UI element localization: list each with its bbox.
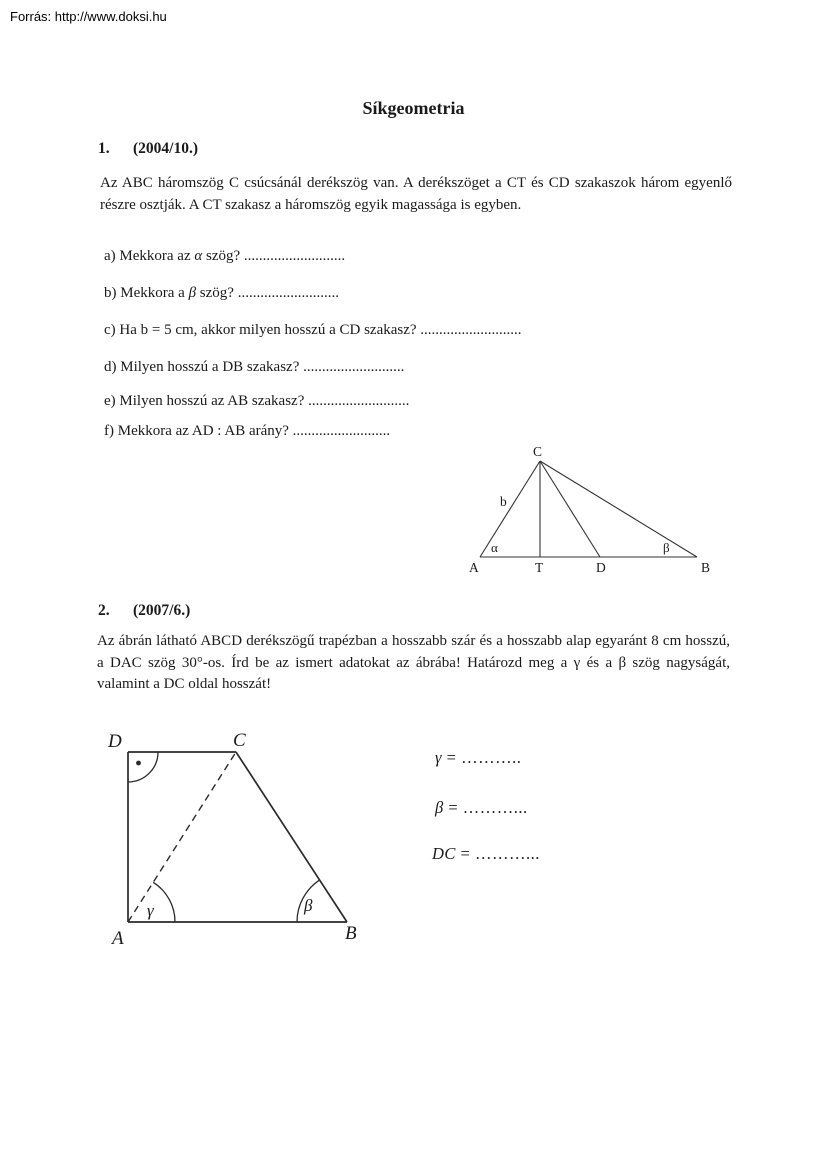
question-b	[104, 285, 339, 302]
answer-beta-label: β	[435, 798, 444, 817]
trapezoid-gamma-label: γ	[147, 901, 154, 920]
problem2-number: 2.	[98, 602, 110, 619]
question-d-text: d) Milyen hosszú a DB szakasz? ...........................	[104, 359, 405, 375]
question-e-text: e) Milyen hosszú az AB szakasz? ...........................	[104, 393, 410, 409]
problem2-text: Az ábrán látható ABCD derékszögű trapézban a hosszabb szár és a hosszabb alap egyaránt 8 cm hosszú, a DAC szög 30°-os. Írd be az ismert adatokat az ábrába! Határozd meg a γ és a β szög nagyságát, valamint a DC oldal hosszát!	[97, 633, 730, 693]
question-c	[104, 322, 522, 339]
problem2-ref: (2007/6.)	[133, 602, 191, 619]
answer-dc-label: DC	[432, 844, 456, 863]
trapezoid-label-b: B	[345, 923, 357, 944]
problem1-heading	[98, 140, 198, 158]
answer-dc	[432, 844, 540, 864]
trapezoid-side-cb	[236, 752, 347, 922]
question-e	[104, 393, 409, 410]
beta-symbol: β	[188, 285, 197, 301]
question-d	[104, 359, 404, 376]
question-c-text: c) Ha b = 5 cm, akkor milyen hosszú a CD szakasz? ...........................	[104, 322, 522, 338]
triangle-side-cb	[540, 461, 697, 557]
trapezoid-label-c: C	[233, 730, 246, 751]
trapezoid-diagram	[100, 720, 375, 952]
problem1-number: 1.	[98, 140, 110, 157]
answer-dc-dots: = ………...	[455, 844, 540, 863]
answer-beta	[435, 798, 528, 818]
angle-arc-a	[153, 882, 175, 922]
problem1-ref: (2004/10.)	[133, 140, 199, 157]
trapezoid-label-d: D	[108, 731, 122, 752]
question-a	[104, 248, 345, 265]
trapezoid-beta-label: β	[304, 896, 313, 915]
triangle-diagram	[455, 438, 725, 580]
problem1-text: Az ABC háromszög C csúcsánál derékszög van. A derékszöget a CT és CD szakaszok három egyenlő részre osztják. A CT szakasz a háromszög egyik magassága is egyben.	[100, 175, 732, 213]
question-b-pre: b) Mekkora a	[104, 285, 189, 301]
triangle-label-d: D	[596, 560, 606, 575]
question-a-pre: a) Mekkora az	[104, 248, 195, 264]
triangle-side-ac	[480, 461, 540, 557]
triangle-segment-cd	[540, 461, 600, 557]
triangle-beta-label: β	[663, 540, 670, 555]
triangle-label-b-vertex: B	[701, 560, 711, 575]
alpha-symbol: α	[194, 248, 203, 264]
triangle-label-side-b: b	[500, 494, 507, 509]
problem2-heading	[98, 602, 190, 620]
triangle-label-a: A	[469, 560, 479, 575]
answer-beta-dots: = ………...	[443, 798, 528, 817]
triangle-label-t: T	[535, 560, 544, 575]
right-angle-dot-d	[136, 761, 141, 766]
question-f-text: f) Mekkora az AD : AB arány? ..........................	[104, 423, 391, 439]
question-f	[104, 423, 390, 440]
trapezoid-label-a: A	[112, 928, 124, 949]
right-angle-arc-d	[128, 752, 158, 782]
question-a-post: szög? ...........................	[202, 248, 346, 264]
answer-gamma	[435, 748, 521, 768]
answer-gamma-label: γ	[435, 748, 443, 767]
triangle-alpha-label: α	[491, 540, 498, 555]
question-b-post: szög? ...........................	[196, 285, 339, 301]
triangle-label-c: C	[533, 444, 543, 459]
source-url: Forrás: http://www.doksi.hu	[10, 9, 167, 24]
page-title: Síkgeometria	[362, 98, 465, 118]
answer-gamma-dots: = ………..	[442, 748, 522, 767]
